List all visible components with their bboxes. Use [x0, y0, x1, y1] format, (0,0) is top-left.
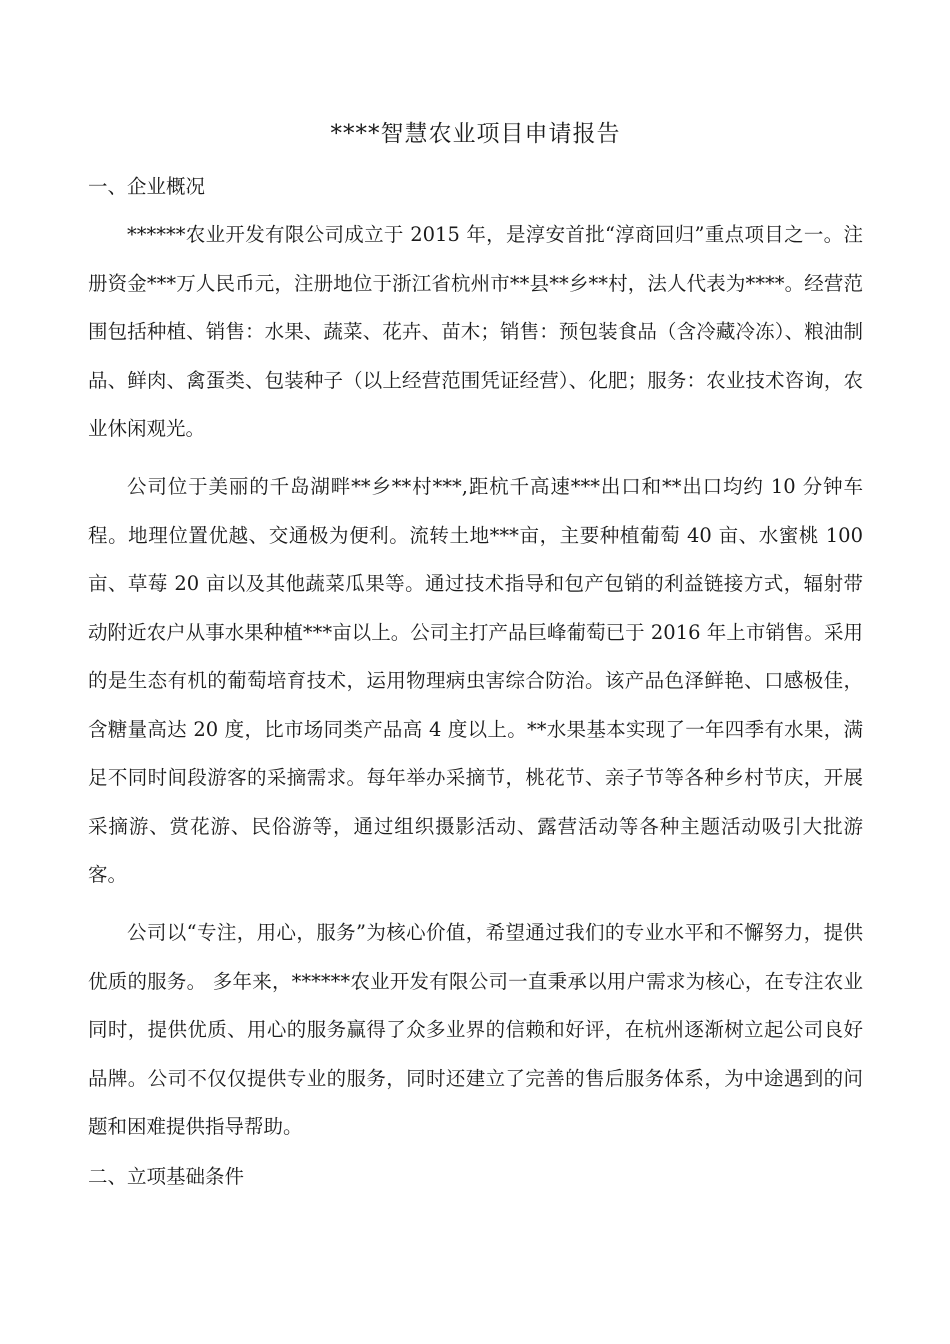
- paragraph-company-values: 公司以“专注，用心，服务”为核心价值，希望通过我们的专业水平和不懈努力，提供优质的服务。 多年来，******农业开发有限公司一直秉承以用户需求为核心，在专注农业同时，提供优质、用心的服务赢得了众多业界的信赖和好评，在杭州逐渐树立起公司良好品牌。公司不仅仅提供专业的服务，同时还建立了完善的售后服务体系，为中途遇到的问题和困难提供指导帮助。: [88, 921, 863, 1138]
- paragraph-company-intro: ******农业开发有限公司成立于 2015 年，是淳安首批“淳商回归”重点项目之一。注册资金***万人民币元，注册地位于浙江省杭州市**县**乡**村，法人代表为****。经营范围包括种植、销售：水果、蔬菜、花卉、苗木；销售：预包装食品（含冷藏冷冻）、粮油制品、鲜肉、禽蛋类、包装种子（以上经营范围凭证经营）、化肥；服务：农业技术咨询，农业休闲观光。: [88, 223, 863, 440]
- section-heading-company-overview: 一、企业概况: [88, 175, 206, 198]
- section-heading-project-basis: 二、立项基础条件: [88, 1165, 245, 1188]
- paragraph-company-location: 公司位于美丽的千岛湖畔**乡**村***,距杭千高速***出口和**出口均约 10 分钟车程。地理位置优越、交通极为便利。流转土地***亩，主要种植葡萄 40 亩、水蜜桃 100 亩、草莓 20 亩以及其他蔬菜瓜果等。通过技术指导和包产包销的利益链接方式，辐射带动附近农户从事水果种植***亩以上。公司主打产品巨峰葡萄已于 2016 年上市销售。采用的是生态有机的葡萄培育技术，运用物理病虫害综合防治。该产品色泽鲜艳、口感极佳，含糖量高达 20 度，比市场同类产品高 4 度以上。**水果基本实现了一年四季有水果，满足不同时间段游客的采摘需求。每年举办采摘节，桃花节、亲子节等各种乡村节庆，开展采摘游、赏花游、民俗游等，通过组织摄影活动、露营活动等各种主题活动吸引大批游客。: [88, 475, 863, 886]
- document-title: ****智慧农业项目申请报告: [330, 121, 621, 147]
